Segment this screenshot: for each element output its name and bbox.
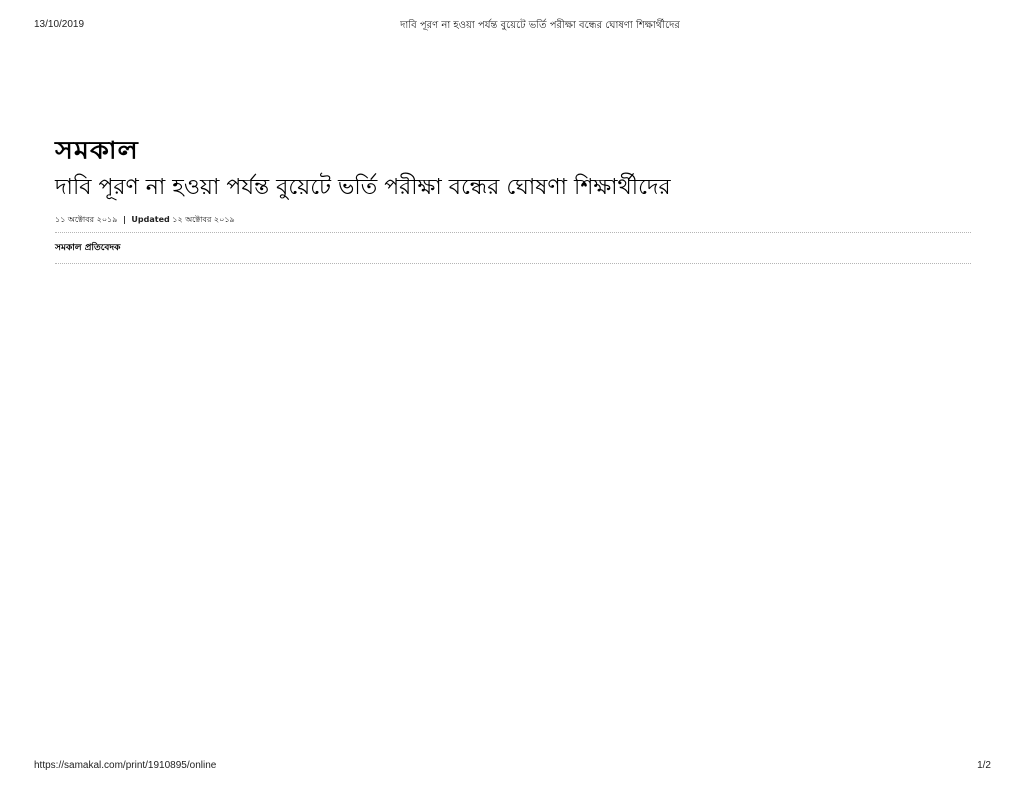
brand-logo: সমকাল <box>55 136 139 165</box>
article-headline: দাবি পূরণ না হওয়া পর্যন্ত বুয়েটে ভর্তি পরীক্ষা বন্ধের ঘোষণা শিক্ষার্থীদের <box>55 175 671 200</box>
updated-label: Updated <box>131 215 170 224</box>
page-number: 1/2 <box>977 760 991 771</box>
published-date: ১১ অক্টোবর ২০১৯ <box>55 215 118 224</box>
article-byline: সমকাল প্রতিবেদক <box>55 243 121 253</box>
article <box>55 136 971 264</box>
print-url: https://samakal.com/print/1910895/online <box>34 760 217 771</box>
print-date: 13/10/2019 <box>34 19 85 30</box>
divider <box>55 263 971 264</box>
dateline-separator: | <box>122 215 126 224</box>
print-page-title: দাবি পূরণ না হওয়া পর্যন্ত বুয়েটে ভর্তি পরীক্ষা বন্ধের ঘোষণা শিক্ষার্থীদের <box>400 20 680 31</box>
updated-date: ১২ অক্টোবর ২০১৯ <box>172 215 235 224</box>
article-dateline <box>55 213 971 227</box>
